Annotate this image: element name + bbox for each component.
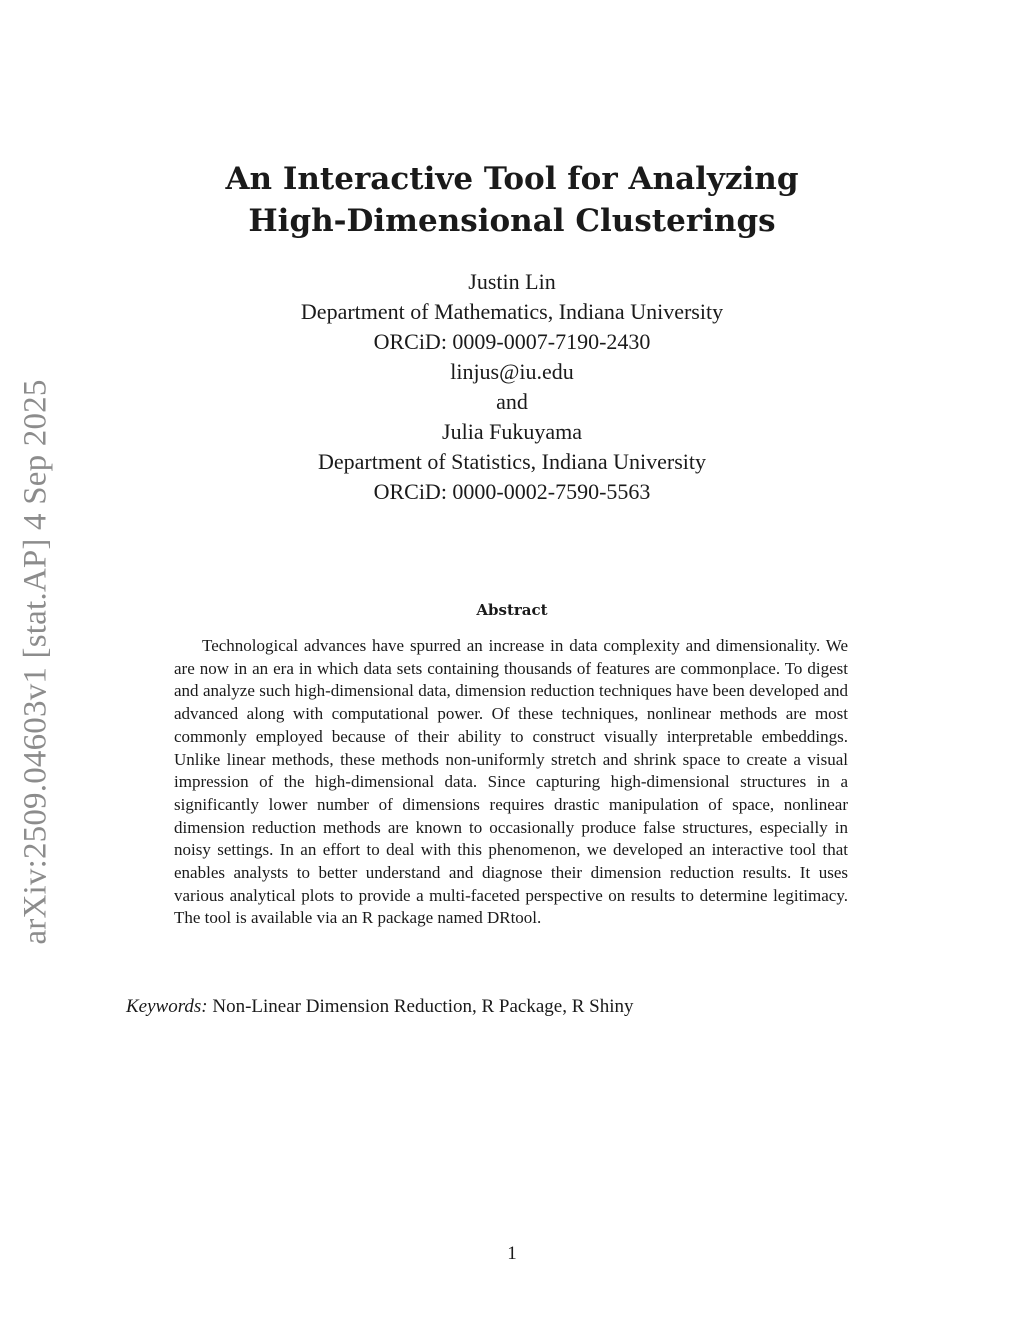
keywords-label: Keywords:	[126, 996, 208, 1017]
paper-title	[0, 158, 1024, 242]
title-line-2: High-Dimensional Clusterings	[248, 203, 776, 239]
keywords-text: Non-Linear Dimension Reduction, R Package, R Shiny	[212, 996, 634, 1017]
abstract-text: Technological advances have spurred an increase in data complexity and dimensionality. We are now in an era in which data sets containing thousands of features are commonplace. To digest and analyze such high-dimensional data, dimension reduction techniques have been developed and advanced along with computational power. Of these techniques, nonlinear methods are most commonly employed because of their ability to construct visually interpretable embeddings. Unlike linear methods, these methods non-uniformly stretch and shrink space to create a visual impression of the high-dimensional data. Since capturing high-dimensional structures in a significantly lower number of dimensions requires drastic manipulation of space, nonlinear dimension reduction methods are known to occasionally produce false structures, especially in noisy settings. In an effort to deal with this phenomenon, we developed an interactive tool that enables analysts to better understand and diagnose their dimension reduction results. It uses various analytical plots to provide a multi-faceted perspective on results to determine legitimacy. The tool is available via an R package named DRtool.	[174, 636, 848, 928]
author-name-1: Justin Lin	[468, 269, 556, 294]
page-number: 1	[507, 1243, 517, 1264]
title-line-1: An Interactive Tool for Analyzing	[225, 161, 799, 197]
author-orcid-2: ORCiD: 0000-0002-7590-5563	[373, 479, 651, 504]
author-orcid-1: ORCiD: 0009-0007-7190-2430	[373, 329, 651, 354]
arxiv-identifier: arXiv:2509.04603v1 [stat.AP] 4 Sep 2025	[17, 379, 54, 945]
author-block	[0, 267, 1024, 507]
author-separator: and	[496, 389, 528, 414]
keywords-line	[126, 995, 906, 1019]
author-affiliation-2: Department of Statistics, Indiana University	[318, 449, 706, 474]
author-email-1: linjus@iu.edu	[450, 359, 574, 384]
abstract-heading: Abstract	[476, 601, 548, 619]
author-name-2: Julia Fukuyama	[442, 419, 582, 444]
author-affiliation-1: Department of Mathematics, Indiana University	[300, 299, 724, 324]
